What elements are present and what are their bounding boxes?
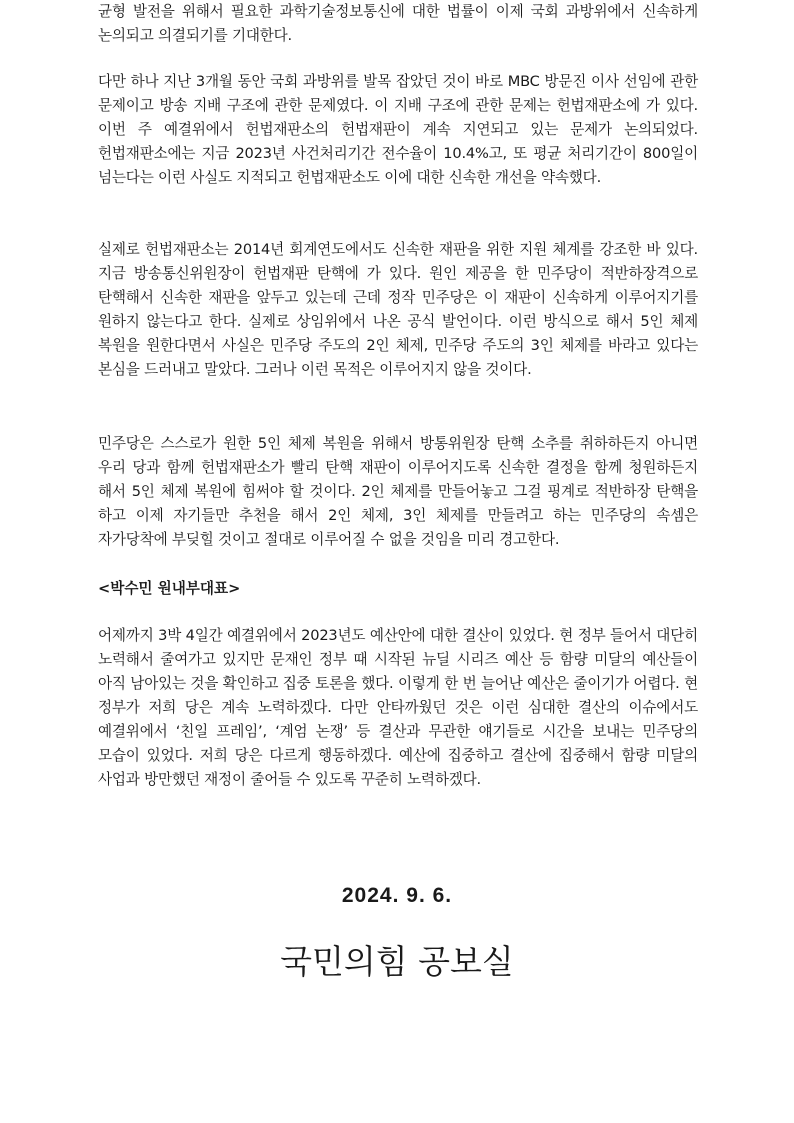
speaker-heading: <박수민 원내부대표> — [98, 580, 241, 597]
paragraph-3: 실제로 헌법재판소는 2014년 회계연도에서도 신속한 재판을 위한 지원 체계를 강조한 바 있다. 지금 방송통신위원장이 헌법재판 탄핵에 가 있다. 원인 제공을 한 민주당이 적반하장격으로 탄핵해서 신속한 재판을 앞두고 있는데 근데 정작 민주당은 이 재판이 신속하게 이루어지기를 원하지 않는다고 한다. 실제로 상임위에서 나온 공식 발언이다. 이런 방식으로 해서 5인 체제 복원을 원한다면서 사실은 민주당 주도의 2인 체제, 민주당 주도의 3인 체제를 바라고 있다는 본심을 드러내고 말았다. 그러나 이런 목적은 이루어지지 않을 것이다. — [98, 241, 698, 378]
paragraph-4: 민주당은 스스로가 원한 5인 체제 복원을 위해서 방통위원장 탄핵 소추를 취하하든지 아니면 우리 당과 함께 헌법재판소가 빨리 탄핵 재판이 이루어지도록 신속한 결정을 함께 청원하든지 해서 5인 체제 복원에 힘써야 할 것이다. 2인 체제를 만들어놓고 그걸 핑계로 적반하장 탄핵을 하고 이제 자기들만 추천을 해서 2인 체제, 3인 체제를 만들려고 하는 민주당의 속셈은 자가당착에 부딪힐 것이고 절대로 이루어질 수 없을 것임을 미리 경고한다. — [98, 435, 698, 548]
organization-name: 국민의힘 공보실 — [280, 942, 514, 981]
speaker-paragraph: 어제까지 3박 4일간 예결위에서 2023년도 예산안에 대한 결산이 있었다. 현 정부 들어서 대단히 노력해서 줄여가고 있지만 문재인 정부 때 시작된 뉴딜 시리즈 예산 등 함량 미달의 예산들이 아직 남아있는 것을 확인하고 집중 토론을 했다. 이렇게 한 번 늘어난 예산은 줄이기가 어렵다. 현 정부가 저희 당은 계속 노력하겠다. 다만 안타까웠던 것은 이런 심대한 결산의 이슈에서도 예결위에서 ‘친일 프레임’, ‘계엄 논쟁’ 등 결산과 무관한 얘기들로 시간을 보내는 민주당의 모습이 있었다. 저희 당은 다르게 행동하겠다. 예산에 집중하고 결산에 집중해서 함량 미달의 사업과 방만했던 재정이 줄어들 수 있도록 꾸준히 노력하겠다. — [98, 627, 698, 788]
paragraph-2: 다만 하나 지난 3개월 동안 국회 과방위를 발목 잡았던 것이 바로 MBC 방문진 이사 선임에 관한 문제이고 방송 지배 구조에 관한 문제였다. 이 지배 구조에 관한 문제는 헌법재판소에 가 있다. 이번 주 예결위에서 헌법재판소의 헌법재판이 계속 지연되고 있는 문제가 논의되었다. 헌법재판소에는 지금 2023년 사건처리기간 전수율이 10.4%고, 또 평균 처리기간이 800일이 넘는다는 이런 사실도 지적되고 헌법재판소도 이에 대한 신속한 개선을 약속했다. — [98, 73, 698, 186]
paragraph-1: 균형 발전을 위해서 필요한 과학기술정보통신에 대한 법률이 이제 국회 과방위에서 신속하게 논의되고 의결되기를 기대한다. — [98, 3, 698, 44]
release-date: 2024. 9. 6. — [341, 884, 453, 907]
